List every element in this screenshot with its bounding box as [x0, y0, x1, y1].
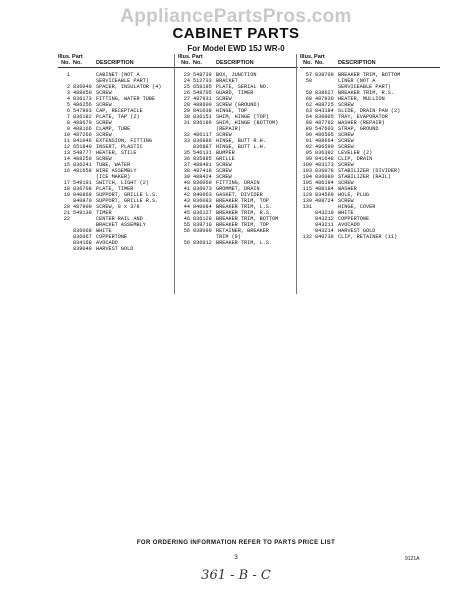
part-number: 486256 — [73, 102, 92, 108]
illus-number: 6 — [66, 108, 70, 114]
illus-number: 21 — [63, 210, 70, 216]
part-description: BRACKET ASSEMBLY — [96, 222, 146, 228]
illus-number: 59 — [305, 90, 312, 96]
illus-number: 44 — [183, 204, 190, 210]
part-description: PLATE, SERIAL NO. — [216, 84, 269, 90]
header-part: No. — [193, 60, 202, 66]
part-description: SERVICEABLE PART) — [338, 84, 391, 90]
part-description: LEVELER (2) — [338, 150, 373, 156]
part-description: STRAP, GROUND — [338, 126, 379, 132]
part-number: 486194 — [315, 180, 334, 186]
part-description: SCREW — [338, 144, 354, 150]
header-part: No. — [73, 60, 82, 66]
illus-number: 40 — [183, 180, 190, 186]
part-number: 488250 — [73, 156, 92, 162]
part-description: WHITE — [96, 228, 112, 234]
part-description: SCREW — [338, 162, 354, 168]
part-description: EXTENSION, FITTING — [96, 138, 153, 144]
ordering-note: FOR ORDERING INFORMATION REFER TO PARTS PRICE LIST — [136, 540, 336, 546]
part-number: 838709 — [315, 72, 334, 78]
part-description: HINGE, COVER — [338, 204, 376, 210]
part-description: CLIP, DRAIN — [338, 156, 373, 162]
part-number: 843212 — [315, 216, 334, 222]
illus-number: 45 — [183, 210, 190, 216]
part-number: 836083 — [193, 198, 212, 204]
part-description: AVOCADO — [338, 222, 360, 228]
part-number: 651840 — [73, 144, 92, 150]
part-number: 547603 — [315, 126, 334, 132]
illus-number: 103 — [302, 168, 312, 174]
illus-number: 35 — [183, 150, 190, 156]
header-row — [300, 60, 440, 66]
illus-number: 18 — [63, 186, 70, 192]
part-number: 836392 — [315, 150, 334, 156]
page-number: 3 — [234, 555, 238, 561]
part-description: SUPPORT, GRILLE L.S. — [96, 192, 159, 198]
part-description: SCREW — [216, 162, 232, 168]
parts-column-2 — [178, 54, 298, 246]
part-description: BREAKER TRIM, L.S. — [216, 240, 273, 246]
column-header — [300, 54, 440, 68]
illus-number: 56 — [183, 240, 190, 246]
illus-number: 88 — [305, 120, 312, 126]
part-description: SCREW — [216, 168, 232, 174]
part-description: BREAKER TRIM, TOP — [216, 222, 269, 228]
header-line-1: Illus. Part — [58, 54, 83, 60]
part-description: HINGE, TOP — [216, 108, 248, 114]
part-description: HINGE, BUTT R.H. — [216, 138, 266, 144]
header-description: DESCRIPTION — [96, 60, 134, 66]
part-description: SCREW, 8 x 3/8 — [96, 204, 140, 210]
illus-number: 23 — [183, 72, 190, 78]
part-description: BREAKER TRIM, BOTTOM — [338, 72, 401, 78]
header-ill: No. — [303, 60, 312, 66]
illus-number: 132 — [302, 234, 312, 240]
part-description: AVOCADO — [96, 240, 118, 246]
part-description: HEATER, STILE — [96, 150, 137, 156]
part-description: SCREW — [338, 102, 354, 108]
part-number: 843214 — [315, 228, 334, 234]
part-row — [178, 240, 298, 246]
part-description: FITTING, DRAIN — [216, 180, 260, 186]
part-description: STABILIZER (RAIL) — [338, 174, 391, 180]
part-number: 512733 — [193, 78, 212, 84]
part-number: 834168 — [73, 240, 92, 246]
illus-number: 39 — [183, 174, 190, 180]
part-description: WHITE — [338, 210, 354, 216]
part-description: SCREW — [216, 174, 232, 180]
part-description: SHIM, HINGE (TOP) — [216, 114, 269, 120]
part-number: 836069 — [193, 180, 212, 186]
part-number: 488166 — [73, 126, 92, 132]
part-description: SCREW — [338, 180, 354, 186]
column-header — [58, 54, 178, 68]
part-number: 838627 — [315, 90, 334, 96]
part-number: 841648 — [315, 156, 334, 162]
part-description: HEATER, MULLION — [338, 96, 385, 102]
part-description: SCREW — [96, 132, 112, 138]
part-number: 836196 — [193, 120, 212, 126]
part-number: 841038 — [193, 108, 212, 114]
part-description: CENTER RAIL AND — [96, 216, 143, 222]
watermark: AppliancePartsPros.com — [120, 6, 352, 27]
part-description: SPACER, INSULATOR (4) — [96, 84, 162, 90]
illus-number: 26 — [183, 90, 190, 96]
illus-number: 105 — [302, 180, 312, 186]
part-number: 836073 — [193, 186, 212, 192]
column-divider — [174, 54, 175, 294]
header-ill: No. — [181, 60, 190, 66]
part-number: 836887 — [193, 144, 212, 150]
part-number: 841046 — [73, 138, 92, 144]
illus-number: 38 — [183, 168, 190, 174]
illus-number: 131 — [302, 204, 312, 210]
part-description: RETAINER, BREAKER — [216, 228, 269, 234]
illus-number: 30 — [183, 114, 190, 120]
part-number: 836241 — [73, 162, 92, 168]
part-row — [58, 246, 178, 252]
part-description: COPPERTONE — [338, 216, 370, 222]
illus-number: 92 — [305, 144, 312, 150]
illus-number: 95 — [305, 150, 312, 156]
part-number: 840870 — [73, 198, 92, 204]
part-number: 658195 — [193, 84, 212, 90]
header-line-1: Illus. Part — [300, 54, 325, 60]
part-description: BREAKER TRIM, BOTTOM — [216, 216, 279, 222]
part-number: 487930 — [315, 96, 334, 102]
part-description: HOLE, PLUG — [338, 192, 370, 198]
illus-number: 4 — [66, 96, 70, 102]
part-description: TIMER — [96, 210, 112, 216]
illus-number: 24 — [183, 78, 190, 84]
part-number: 487792 — [315, 120, 334, 126]
part-description: HARVEST GOLD — [96, 246, 134, 252]
part-description: SCREW (GROUND) — [216, 102, 260, 108]
part-description: SCREW — [216, 96, 232, 102]
part-description: SUPPORT, GRILLE R.S. — [96, 198, 159, 204]
illus-number: 41 — [183, 186, 190, 192]
illus-number: 32 — [183, 132, 190, 138]
illus-number: 15 — [63, 162, 70, 168]
illus-number: 13 — [63, 150, 70, 156]
part-description: GUARD, TIMER — [216, 90, 254, 96]
illus-number: 63 — [305, 108, 312, 114]
part-description: (ICE MAKER) — [96, 174, 131, 180]
part-description: TUBE, WATER — [96, 162, 131, 168]
part-number: 836078 — [315, 168, 334, 174]
part-number: 836151 — [193, 114, 212, 120]
part-description: FITTING, WATER TUBE — [96, 96, 156, 102]
illus-number: 64 — [305, 114, 312, 120]
part-description: TRIM (9) — [216, 234, 241, 240]
part-description: CLIP, RETAINER (11) — [338, 234, 398, 240]
part-number: 488725 — [315, 102, 334, 108]
part-description: GROMMET, DRAIN — [216, 186, 260, 192]
part-number: 487931 — [193, 96, 212, 102]
part-description: SCREW — [96, 90, 112, 96]
illus-number: 17 — [63, 180, 70, 186]
part-number: 548777 — [73, 150, 92, 156]
part-number: 488491 — [193, 162, 212, 168]
header-description: DESCRIPTION — [216, 60, 254, 66]
part-description: WIRE ASSEMBLY — [96, 168, 137, 174]
header-row — [178, 60, 298, 66]
part-number: 488424 — [193, 174, 212, 180]
illus-number: 58 — [305, 78, 312, 84]
part-number: 548739 — [193, 72, 212, 78]
part-number: 486590 — [315, 144, 334, 150]
document-code: 9121A — [405, 556, 420, 562]
part-number: 838710 — [193, 222, 212, 228]
header-description: DESCRIPTION — [338, 60, 376, 66]
illus-number: 8 — [66, 120, 70, 126]
part-description: WASHER — [338, 186, 357, 192]
illus-number: 56 — [183, 228, 190, 234]
illus-number: 20 — [63, 204, 70, 210]
part-description: GASKET, DIVIDER — [216, 192, 263, 198]
illus-number: 46 — [183, 216, 190, 222]
part-description: SCREW — [96, 120, 112, 126]
part-number: 488670 — [73, 120, 92, 126]
illus-number: 33 — [183, 138, 190, 144]
illus-number: 31 — [183, 120, 190, 126]
illus-number: 100 — [302, 162, 312, 168]
header-line-1: Illus. Part — [178, 54, 203, 60]
part-number: 836005 — [315, 114, 334, 120]
part-description: BREAKER TRIM, R.S. — [216, 210, 273, 216]
part-number: 546131 — [193, 150, 212, 156]
part-row — [300, 234, 440, 240]
part-description: PLATE, TAP (2) — [96, 114, 140, 120]
part-description: BRACKET — [216, 78, 238, 84]
illus-number: 130 — [302, 198, 312, 204]
part-number: 836128 — [193, 216, 212, 222]
illus-number: 28 — [183, 102, 190, 108]
part-number: 840869 — [73, 192, 92, 198]
model-subtitle: For Model EWD 15J WR-0 — [187, 44, 285, 53]
illus-number: 90 — [305, 132, 312, 138]
page-title: CABINET PARTS — [172, 25, 300, 42]
illus-number: 10 — [63, 132, 70, 138]
part-number: 487260 — [73, 132, 92, 138]
part-number: 835885 — [193, 156, 212, 162]
part-number: 481658 — [73, 168, 92, 174]
illus-number: 7 — [66, 114, 70, 120]
part-description: SLIDE, DRAIN PAN (2) — [338, 108, 401, 114]
illus-number: 2 — [66, 84, 70, 90]
part-description: CAP, RECEPTACLE — [96, 108, 143, 114]
part-number: 836067 — [73, 234, 92, 240]
part-description: (REPAIR) — [216, 126, 241, 132]
illus-number: 12 — [63, 144, 70, 150]
illus-number: 43 — [183, 198, 190, 204]
part-number: 549139 — [73, 210, 92, 216]
header-ill: No. — [61, 60, 70, 66]
part-description: BOX, JUNCTION — [216, 72, 257, 78]
illus-number: 14 — [63, 156, 70, 162]
part-number: 488184 — [315, 186, 334, 192]
part-number: 547893 — [73, 108, 92, 114]
part-number: 843210 — [315, 210, 334, 216]
part-number: 483173 — [315, 162, 334, 168]
illus-number: 27 — [183, 96, 190, 102]
part-number: 839040 — [73, 246, 92, 252]
header-part: No. — [315, 60, 324, 66]
part-description: CLAMP, TUBE — [96, 126, 131, 132]
part-number: 488600 — [193, 102, 212, 108]
illus-number: 42 — [183, 192, 190, 198]
part-number: 843211 — [315, 222, 334, 228]
illus-number: 129 — [302, 192, 312, 198]
part-number: 836068 — [73, 228, 92, 234]
header-row — [58, 60, 178, 66]
part-number: 486505 — [315, 132, 334, 138]
illus-number: 115 — [302, 186, 312, 192]
part-description: SCREW — [338, 132, 354, 138]
part-number: 487900 — [73, 204, 92, 210]
part-number: 836080 — [315, 174, 334, 180]
part-description: BREAKER TRIM, TOP — [216, 198, 269, 204]
part-description: SERVICEABLE PART) — [96, 78, 149, 84]
illus-number: 60 — [305, 96, 312, 102]
part-description: BUMPER — [216, 150, 235, 156]
header-rule — [300, 67, 440, 68]
part-description: SWITCH, LIGHT (2) — [96, 180, 149, 186]
part-number: 549191 — [73, 180, 92, 186]
part-number: 488724 — [315, 198, 334, 204]
part-description: INSERT, PLASTIC — [96, 144, 143, 150]
illus-number: 9 — [66, 126, 70, 132]
part-number: 843184 — [315, 108, 334, 114]
illus-number: 55 — [183, 222, 190, 228]
parts-column-3 — [300, 54, 440, 240]
part-description: HARVEST GOLD — [338, 228, 376, 234]
part-number: 836040 — [73, 84, 92, 90]
part-description: SCREW — [216, 132, 232, 138]
header-rule — [58, 67, 178, 68]
illus-number: 11 — [63, 138, 70, 144]
part-number: 486117 — [193, 132, 212, 138]
part-description: SCREW — [338, 138, 354, 144]
part-description: BREAKER TRIM, L.S. — [216, 204, 273, 210]
part-description: HINGE, BUTT L.H. — [216, 144, 266, 150]
part-number: 487418 — [193, 168, 212, 174]
part-description: SCREW — [338, 198, 354, 204]
part-description: CABINET (NOT A — [96, 72, 140, 78]
illus-number: 57 — [305, 72, 312, 78]
part-description: GRILLE — [216, 156, 235, 162]
part-number: 488050 — [73, 90, 92, 96]
column-divider — [296, 54, 297, 294]
illus-number: 16 — [63, 168, 70, 174]
handwritten-note: 361 - B - C — [201, 568, 271, 583]
part-description: SHIM, HINGE (BOTTOM) — [216, 120, 279, 126]
illus-number: 37 — [183, 162, 190, 168]
illus-number: 5 — [66, 102, 70, 108]
column-header — [178, 54, 298, 68]
part-number: 840063 — [193, 192, 212, 198]
illus-number: 99 — [305, 156, 312, 162]
part-number: 548705 — [193, 90, 212, 96]
part-number: 836886 — [193, 138, 212, 144]
part-description: PLATE, TIMER — [96, 186, 134, 192]
illus-number: 104 — [302, 174, 312, 180]
illus-number: 91 — [305, 138, 312, 144]
part-description: COPPERTONE — [96, 234, 128, 240]
part-number: 488664 — [315, 138, 334, 144]
part-number: 836127 — [193, 210, 212, 216]
illus-number: 19 — [63, 192, 70, 198]
illus-number: 36 — [183, 156, 190, 162]
part-description: STABILIZER (DIVIDER) — [338, 168, 401, 174]
part-number: 836012 — [193, 240, 212, 246]
illus-number: 62 — [305, 102, 312, 108]
part-description: SCREW — [96, 156, 112, 162]
illus-number: 1 — [66, 72, 70, 78]
illus-number: 22 — [63, 216, 70, 222]
part-number: 836182 — [73, 114, 92, 120]
part-number: 834569 — [315, 192, 334, 198]
illus-number: 25 — [183, 84, 190, 90]
parts-column-1 — [58, 54, 178, 252]
illus-number: 29 — [183, 108, 190, 114]
part-number: 836173 — [73, 96, 92, 102]
part-description: LINER (NOT A — [338, 78, 376, 84]
part-description: BREAKER TRIM, R.S. — [338, 90, 395, 96]
illus-number: 3 — [66, 90, 70, 96]
part-number: 838090 — [193, 228, 212, 234]
part-description: TRAY, EVAPORATOR — [338, 114, 388, 120]
header-rule — [178, 67, 298, 68]
illus-number: 89 — [305, 126, 312, 132]
part-number: 840084 — [193, 204, 212, 210]
part-number: 840738 — [315, 234, 334, 240]
part-description: SCREW — [96, 102, 112, 108]
part-description: WASHER (REPAIR) — [338, 120, 385, 126]
part-number: 836708 — [73, 186, 92, 192]
illus-number — [58, 246, 73, 252]
